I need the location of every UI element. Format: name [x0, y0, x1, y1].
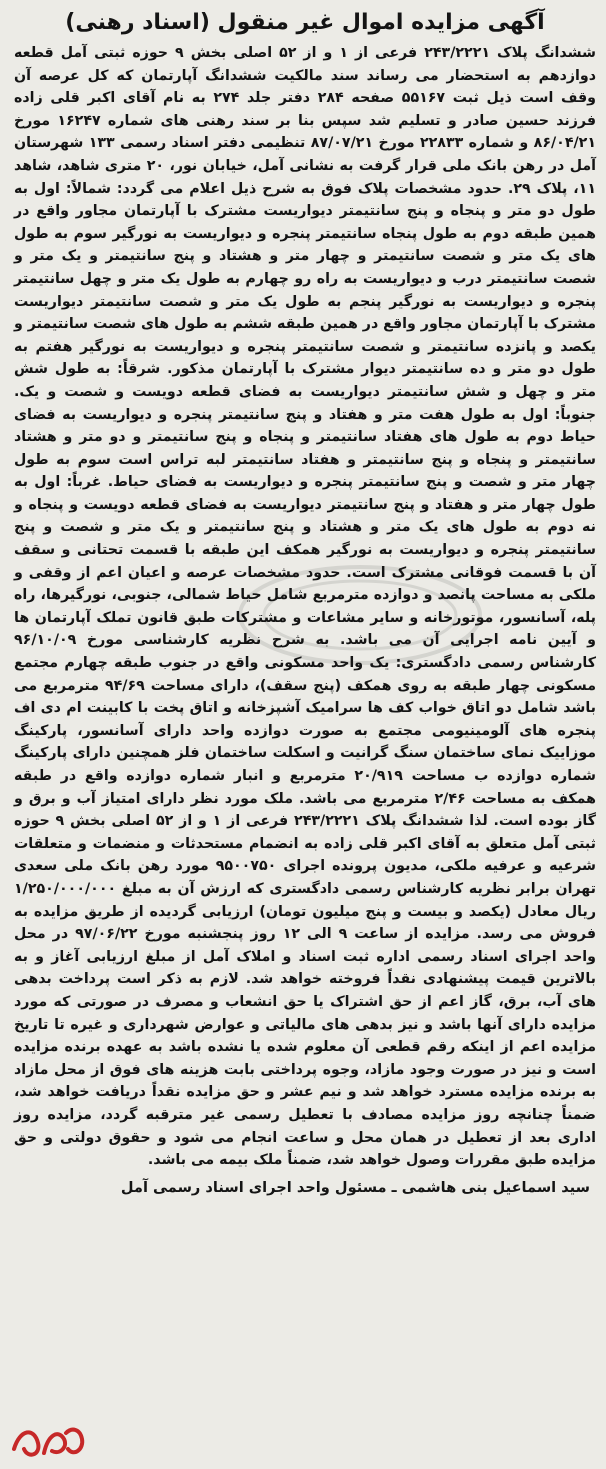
- handwritten-stamp-mark: [8, 1419, 88, 1463]
- notice-title: آگهی مزایده اموال غیر منقول (اسناد رهنی): [65, 10, 545, 35]
- notice-signature: سید اسماعیل بنی هاشمی ـ مسئول واحد اجرای اسناد رسمی آمل: [120, 1178, 590, 1196]
- notice-body: ششدانگ پلاک ۲۴۳/۲۲۲۱ فرعی از ۱ و از ۵۲ اصلی بخش ۹ حوزه ثبتی آمل قطعه دوازدهم به استحضار می رساند سند مالکیت ششدانگ آپارتمان که کل عرصه آن وقف است ذیل ثبت ۵۵۱۶۷ صفحه ۲۸۴ دفتر جلد ۲۷۴ به نام آقای اکبر قلی زاده فرزند حسین صادر و تسلیم شد سپس بنا بر سند رهنی های شماره ۱۶۲۴۷ مورخ ۸۶/۰۴/۲۱ و شماره ۲۲۸۳۳ مورخ ۸۷/۰۷/۲۱ تنظیمی دفتر اسناد رسمی ۱۳۳ شهرستان آمل در رهن بانک ملی قرار گرفت به نشانی آمل، خیابان نور، ۲۰ متری شاهد، شاهد ۱۱، پلاک ۲۹. حدود مشخصات پلاک فوق به شرح ذیل اعلام می گردد: شمالاً: اول به طول دو متر و پنجاه و پنج سانتیمتر دیواریست مشترک با آپارتمان مجاور واقع در همین طبقه دوم به طول پنجاه سانتیمتر پنجره و دیواریست به نورگیر سوم به طول های یک متر و شصت سانتیمتر و چهار متر و هشتاد و پنج سانتیمتر و یک متر و شصت سانتیمتر درب و دیواریست به راه رو چهارم به طول یک متر و چهل سانتیمتر پنجره و دیواریست به نورگیر پنجم به طول یک متر و شصت سانتیمتر دیواریست مشترک با آپارتمان مجاور واقع در همین طبقه ششم به طول های شصت سانتیمتر و یکصد و پانزده سانتیمتر و شصت سانتیمتر پنجره و دیواریست به نورگیر هفتم به طول دو متر و ده سانتیمتر دیوار مشترک با آپارتمان مذکور. شرقاً: به طول شش متر و چهل و شش سانتیمتر دیواریست به فضای قطعه دویست و شصت و یک. جنوباً: اول به طول هفت متر و هفتاد و پنج سانتیمتر پنجره و دیواریست به فضای حیاط دوم به طول های هفتاد سانتیمتر و پنجاه و پنج سانتیمتر و دو متر و هشتاد سانتیمتر و پنجاه و پنج سانتیمتر و هفتاد سانتیمتر لبه تراس است سوم به طول چهار متر و شصت و پنج سانتیمتر پنجره و دیواریست به فضای حیاط. غرباً: اول به طول چهار متر و هفتاد و پنج سانتیمتر دیواریست به فضای قطعه دویست و پنجاه و نه دوم به طول های یک متر و هشتاد و پنج سانتیمتر و یک متر و شصت و پنج سانتیمتر پنجره و دیواریست به نورگیر همکف این طبقه با قسمت تحتانی و سقف آن با قسمت فوقانی مشترک است. حدود مشخصات عرصه و اعیان اعم از وقفی و ملکی به مساحت پانصد و دوازده مترمربع شامل حیاط شمالی، جنوبی، نورگیرها، راه پله، آسانسور، موتورخانه و سایر مشاعات و مشترکات طبق قانون تملک آپارتمان ها و آیین نامه اجرایی آن می باشد. به شرح نظریه کارشناسی مورخ ۹۶/۱۰/۰۹ کارشناس رسمی دادگستری: یک واحد مسکونی واقع در جنوب طبقه چهارم مجتمع مسکونی چهار طبقه به روی همکف (پنج سقف)، دارای مساحت ۹۴/۶۹ مترمربع می باشد شامل دو اتاق خواب کف ها سرامیک آشپزخانه و اتاق پخت با کابینت ام دی اف پنجره های آلومینیومی مجتمع به صورت دوازده واحد دارای آسانسور، پارکینگ موزاییک نمای ساختمان سنگ گرانیت و اسکلت ساختمان فلز همچنین دارای پارکینگ شماره دوازده ب مساحت ۲۰/۹۱۹ مترمربع و انبار شماره دوازده واقع در طبقه همکف به مساحت ۲/۴۶ مترمربع می باشد. ملک مورد نظر دارای امتیاز آب و برق و گاز بوده است. لذا ششدانگ پلاک ۲۴۳/۲۲۲۱ فرعی از ۱ و از ۵۲ اصلی بخش ۹ حوزه ثبتی آمل متعلق به آقای اکبر قلی زاده به انضمام مستحدثات و منضمات و متعلقات شرعیه و عرفیه ملکی، مدیون پرونده اجرای ۹۵۰۰۷۵۰ مورد رهن بانک ملی سعدی تهران برابر نظریه کارشناس رسمی دادگستری که ارزش آن به مبلغ ۱/۲۵۰/۰۰۰/۰۰۰ ریال معادل (یکصد و بیست و پنج میلیون تومان) ارزیابی گردیده از طریق مزایده به فروش می رسد. مزایده از ساعت ۹ الی ۱۲ روز پنجشنبه مورخ ۹۷/۰۶/۲۲ در محل واحد اجرای اسناد رسمی اداره ثبت اسناد و املاک آمل از مبلغ ارزیابی آغاز و به بالاترین قیمت پیشنهادی نقداً فروخته خواهد شد. لازم به ذکر است پرداخت بدهی های آب، برق، گاز اعم از حق اشتراک یا حق انشعاب و مصرف در صورتی که مورد مزایده دارای آنها باشد و نیز بدهی های مالیاتی و عوارض شهرداری و غیره تا تاریخ مزایده اعم از اینکه رقم قطعی آن معلوم شده یا نشده باشد به عهده برنده مزایده است و نیز در صورت وجود مازاد، وجوه پرداختی بابت هزینه های فوق از محل مازاد به برنده مزایده مسترد خواهد شد و نیم عشر و حق مزایده نقداً دریافت خواهد شد، ضمناً چنانچه روز مزایده مصادف با تعطیل رسمی غیر مترقبه گردد، مزایده روز اداری بعد از تعطیل در همان محل و ساعت انجام می شود و حقوق دولتی و حق مزایده طبق مقررات وصول خواهد شد، ضمناً ملک بیمه می باشد.: [14, 45, 597, 1169]
